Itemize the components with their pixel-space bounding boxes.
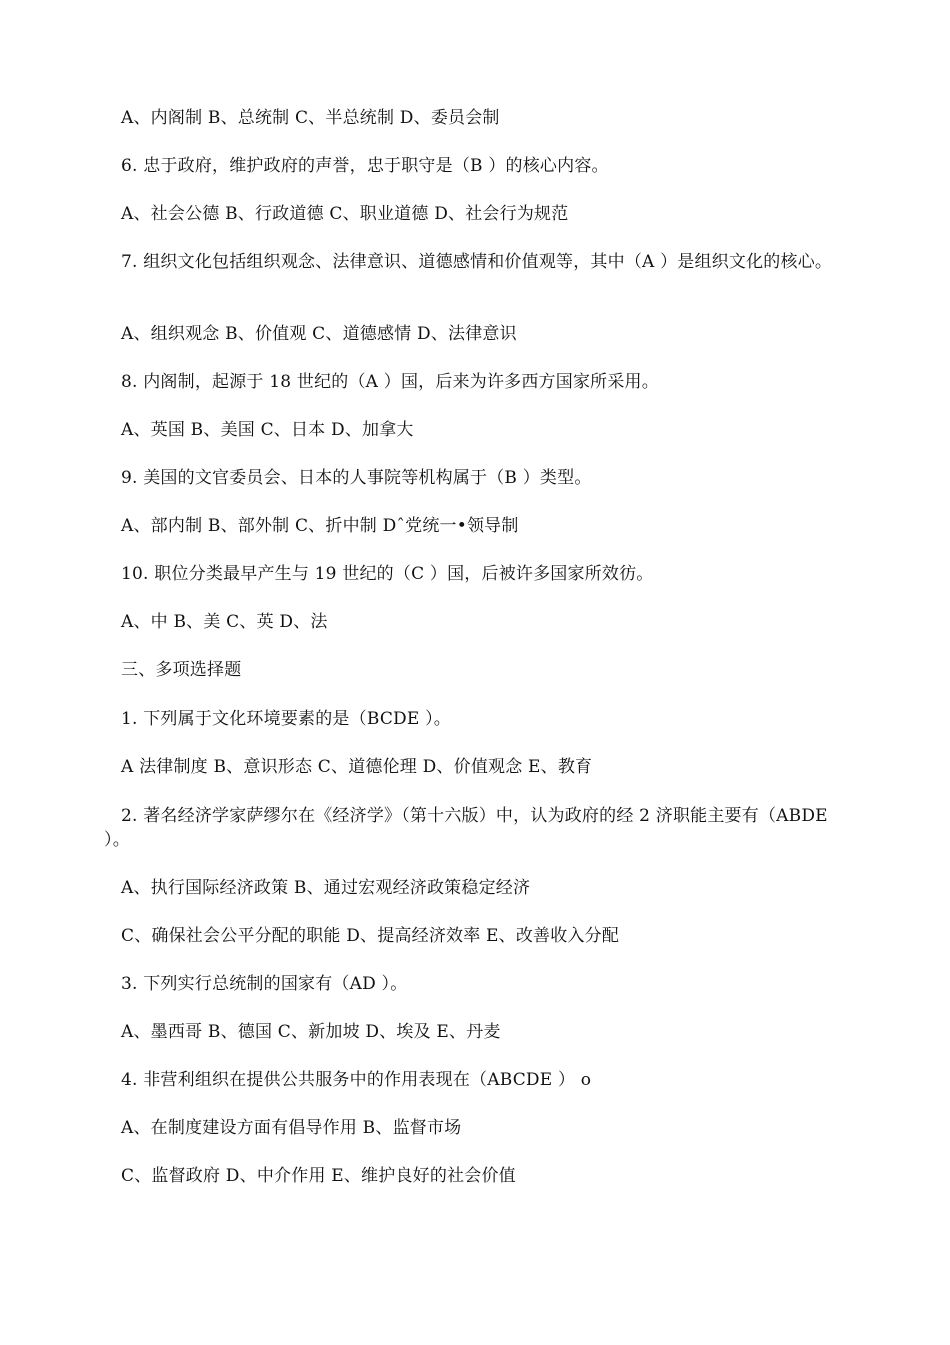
mc-question-4: 4. 非营利组织在提供公共服务中的作用表现在（ABCDE ） o: [121, 1070, 592, 1090]
question-9: 9. 美国的文官委员会、日本的人事院等机构属于（B ）类型。: [121, 468, 592, 488]
mc-question-3: 3. 下列实行总统制的国家有（AD ）。: [121, 974, 408, 994]
mc-option-line-4a: A、在制度建设方面有倡导作用 B、监督市场: [121, 1118, 462, 1138]
option-line-q10: A、中 B、美 C、英 D、法: [121, 612, 328, 632]
question-10: 10. 职位分类最早产生与 19 世纪的（C ）国，后被许多国家所效彷。: [121, 564, 654, 584]
option-line-q7: A、组织观念 B、价值观 C、道德感情 D、法律意识: [121, 324, 517, 344]
section-heading: 三、多项选择题: [121, 660, 242, 680]
option-line-q5: A、内阁制 B、总统制 C、半总统制 D、委员会制: [121, 108, 500, 128]
mc-option-line-3: A、墨西哥 B、德国 C、新加坡 D、埃及 E、丹麦: [121, 1022, 501, 1042]
question-7: 7. 组织文化包括组织观念、法律意识、道德感情和价值观等，其中（A ）是组织文化的核心。: [121, 252, 833, 272]
option-line-q8: A、英国 B、美国 C、日本 D、加拿大: [121, 420, 414, 440]
option-line-q6: A、社会公德 B、行政道德 C、职业道德 D、社会行为规范: [121, 204, 569, 224]
mc-option-line-2b: C、确保社会公平分配的职能 D、提高经济效率 E、改善收入分配: [121, 926, 620, 946]
question-8: 8. 内阁制，起源于 18 世纪的（A ）国，后来为许多西方国家所采用。: [121, 372, 659, 392]
mc-option-line-2a: A、执行国际经济政策 B、通过宏观经济政策稳定经济: [121, 878, 531, 898]
mc-question-2: 2. 著名经济学家萨缪尔在《经济学》（第十六版）中，认为政府的经 2 济职能主要有（ABDE ）。: [104, 806, 834, 850]
mc-question-1: 1. 下列属于文化环境要素的是（BCDE ）。: [121, 709, 451, 729]
question-6: 6. 忠于政府，维护政府的声誉，忠于职守是（B ）的核心内容。: [121, 156, 609, 176]
mc-option-line-1: A 法律制度 B、意识形态 C、道德伦理 D、价值观念 E、教育: [121, 757, 593, 777]
mc-option-line-4b: C、监督政府 D、中介作用 E、维护良好的社会价值: [121, 1166, 516, 1186]
option-line-q9: A、部内制 B、部外制 C、折中制 Dˆ党统一•领导制: [121, 516, 519, 536]
